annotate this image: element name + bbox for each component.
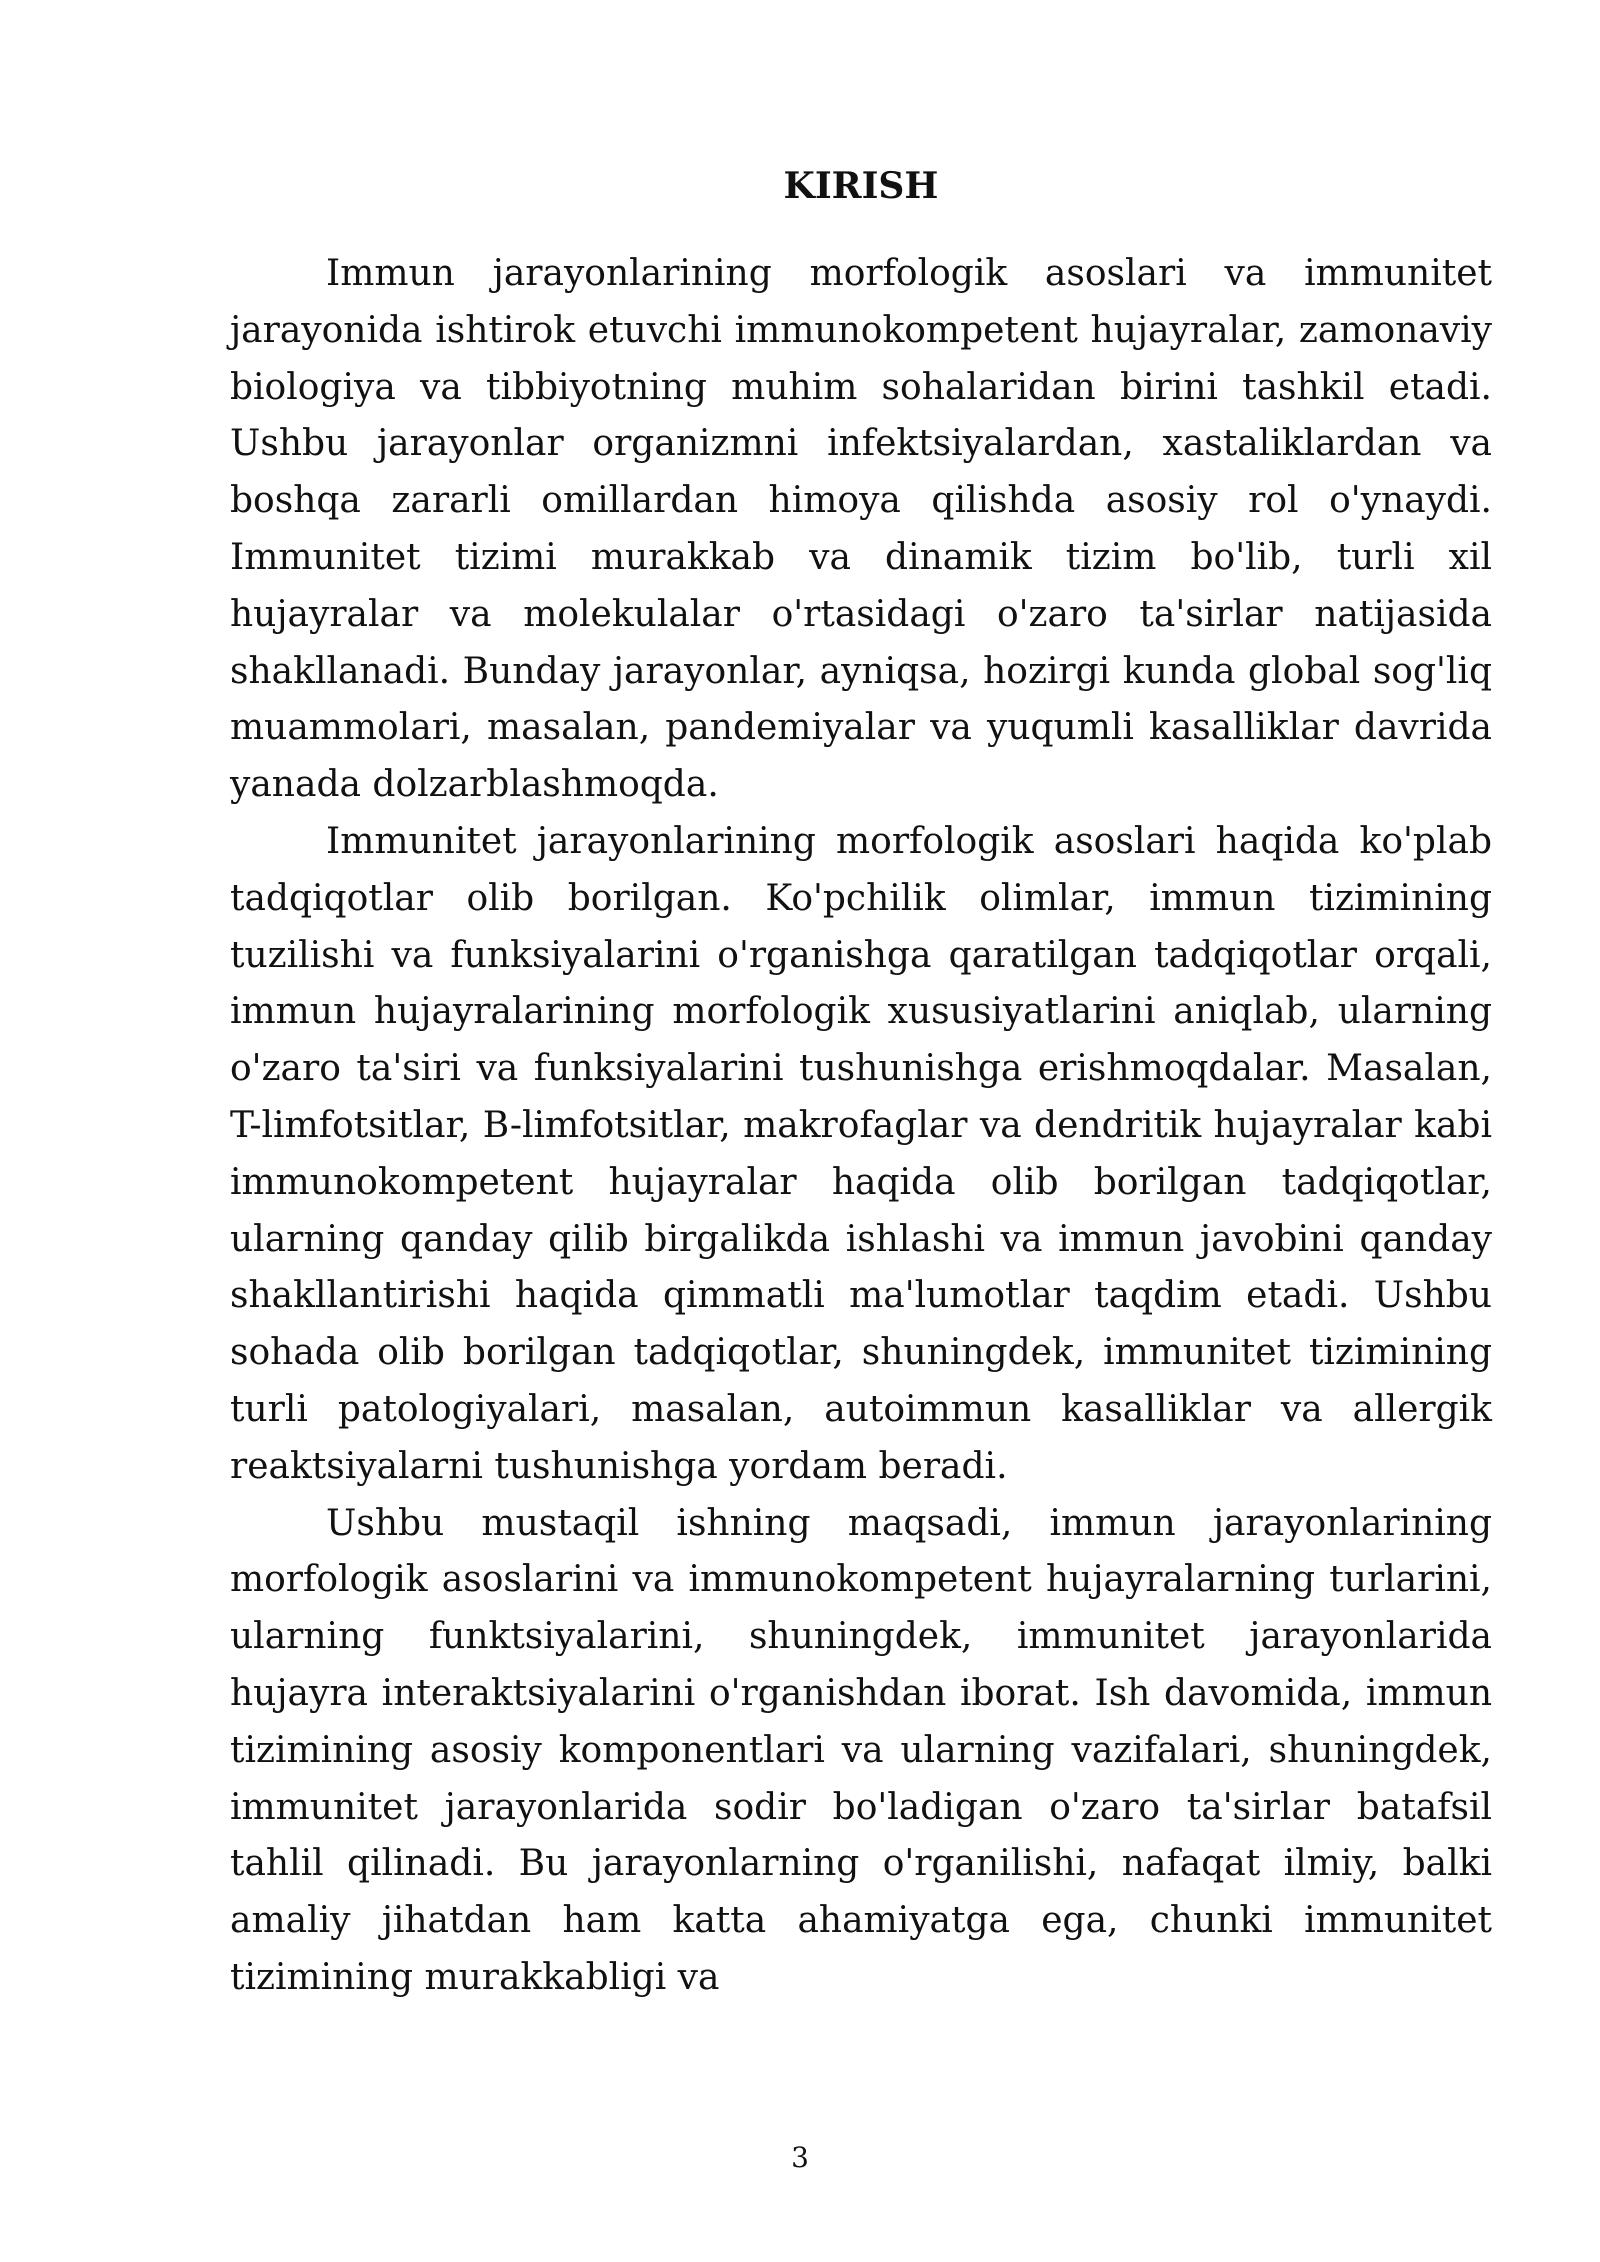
- page-number: 3: [791, 2141, 809, 2174]
- page-title: KIRISH: [783, 165, 939, 207]
- paragraph-1: Immun jarayonlarining morfologik asoslari va immunitet jarayonida ishtirok etuvchi immunokompetent hujayralar, zamonaviy biologiya va tibbiyotning muhim sohalaridan birini tashkil etadi. Ushbu jarayonlar organizmni infektsiyalardan, xastaliklardan va boshqa zararli omillardan himoya qilishda asosiy rol o'ynaydi. Immunitet tizimi murakkab va dinamik tizim bo'lib, turli xil hujayralar va molekulalar o'rtasidagi o'zaro ta'sirlar natijasida shakllanadi. Bunday jarayonlar, ayniqsa, hozirgi kunda global sog'liq muammolari, masalan, pandemiyalar va yuqumli kasalliklar davrida yanada dolzarblashmoqda.: [230, 253, 1492, 806]
- body-text: [230, 246, 1492, 2007]
- paragraph-3: Ushbu mustaqil ishning maqsadi, immun jarayonlarining morfologik asoslarini va immunokompetent hujayralarning turlarini, ularning funktsiyalarini, shuningdek, immunitet jarayonlarida hujayra interaktsiyalarini o'rganishdan iborat. Ish davomida, immun tizimining asosiy komponentlari va ularning vazifalari, shuningdek, immunitet jarayonlarida sodir bo'ladigan o'zaro ta'sirlar batafsil tahlil qilinadi. Bu jarayonlarning o'rganilishi, nafaqat ilmiy, balki amaliy jihatdan ham katta ahamiyatga ega, chunki immunitet tizimining murakkabligi va: [230, 1502, 1492, 1998]
- paragraph-2: Immunitet jarayonlarining morfologik asoslari haqida ko'plab tadqiqotlar olib borilgan. Ko'pchilik olimlar, immun tizimining tuzilishi va funksiyalarini o'rganishga qaratilgan tadqiqotlar orqali, immun hujayralarining morfologik xususiyatlarini aniqlab, ularning o'zaro ta'siri va funksiyalarini tushunishga erishmoqdalar. Masalan, T-limfotsitlar, B-limfotsitlar, makrofaglar va dendritik hujayralar kabi immunokompetent hujayralar haqida olib borilgan tadqiqotlar, ularning qanday qilib birgalikda ishlashi va immun javobini qanday shakllantirishi haqida qimmatli ma'lumotlar taqdim etadi. Ushbu sohada olib borilgan tadqiqotlar, shuningdek, immunitet tizimining turli patologiyalari, masalan, autoimmun kasalliklar va allergik reaktsiyalarni tushunishga yordam beradi.: [230, 820, 1492, 1487]
